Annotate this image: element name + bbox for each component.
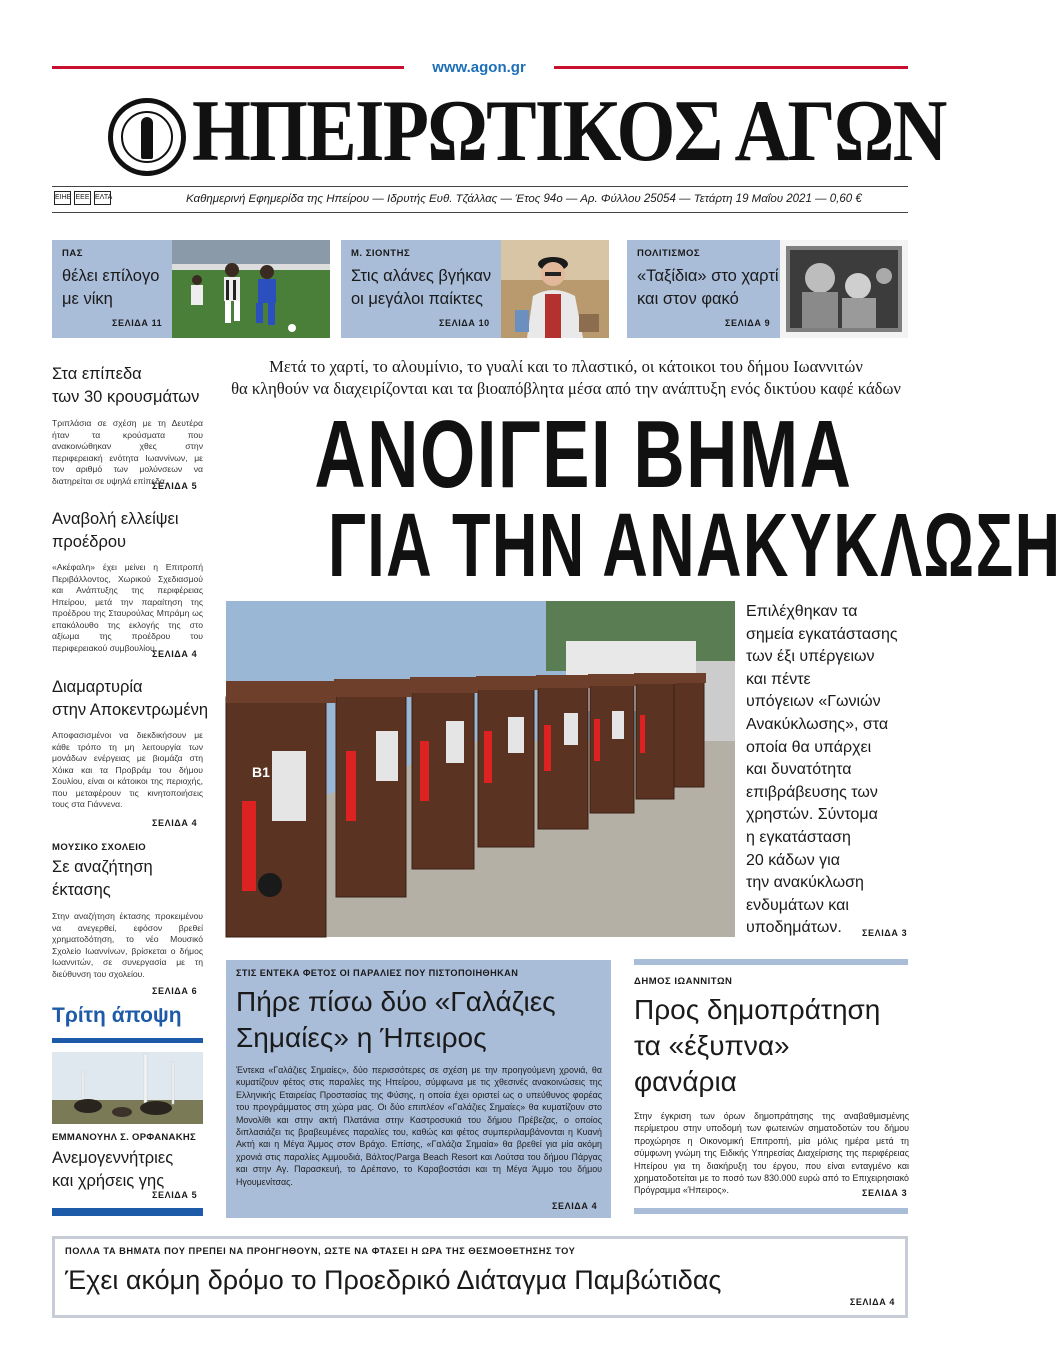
lights-kicker: ΔΗΜΟΣ ΙΩΑΝΝΙΤΩΝ	[634, 976, 733, 987]
pamvotis-story[interactable]	[52, 1236, 908, 1318]
lights-story-bar-top	[634, 959, 908, 965]
teaser-page: ΣΕΛΙΔΑ 11	[112, 318, 163, 328]
main-story-deck: Μετά το χαρτί, το αλουμίνιο, το γυαλί και το πλαστικό, οι κάτοικοι του δήμου Ιωαννιτών θα κληθούν να διαχειρίζονται και τα βιοαπόβλητα μέσα από την ανάπτυξη ενός δικτύου καφέ κάδων	[231, 357, 901, 398]
teaser-kicker: Μ. ΣΙΟΝΤΗΣ	[351, 248, 411, 259]
opinion-page: ΣΕΛΙΔΑ 5	[152, 1190, 198, 1200]
brief-protest-title[interactable]: Διαμαρτυρία στην Αποκεντρωμένη	[52, 678, 209, 719]
brief-covid-title[interactable]: Στα επίπεδα των 30 κρουσμάτων	[52, 365, 200, 406]
masthead-title: ΗΠΕΙΡΩΤΙΚΟΣ ΑΓΩΝ	[192, 83, 946, 180]
masthead-seal-logo	[108, 98, 186, 176]
blue-flags-kicker: ΣΤΙΣ ΕΝΤΕΚΑ ΦΕΤΟΣ ΟΙ ΠΑΡΑΛΙΕΣ ΠΟΥ ΠΙΣΤΟΠΟΙΗΘΗΚΑΝ	[236, 968, 519, 978]
bin-label: B1	[252, 764, 270, 780]
lights-page: ΣΕΛΙΔΑ 3	[862, 1188, 908, 1198]
opinion-bar-bottom	[52, 1208, 203, 1216]
elta-postal-icon: ΕΛΤΑ	[94, 191, 111, 205]
brief-school-title[interactable]: Σε αναζήτηση έκτασης	[52, 858, 153, 899]
lights-story-bar-bottom	[634, 1208, 908, 1214]
teaser-title: «Ταξίδια» στο χαρτί και στον φακό	[637, 267, 779, 308]
lights-body: Στην έγκριση των όρων δημοπράτησης της αναβαθμισμένης περίμετρου στην υποδομή των φωτεινών σηματοδοτών του δήμου προχώρησε η Οικονομική Επιτροπή, μία μόλις ημέρα μετά τη σύμφωνη γνώμη της Ειδικής Υπηρεσίας Διαχείρισης της περιφέρειας Ηπείρου για τη διακήρυξη του έργου, που είναι ενταγμένο και χρηματοδοτείται με το ποσό των 830.000 ευρώ από το Επιχειρησιακό Πρόγραμμα «Ήπειρος».	[634, 1111, 909, 1196]
brief-postponement-page: ΣΕΛΙΔΑ 4	[152, 649, 198, 659]
teaser-kicker: ΠΟΛΙΤΙΣΜΟΣ	[637, 248, 701, 259]
teaser-kicker: ΠΑΣ	[62, 248, 83, 259]
wind-turbines-photo	[52, 1052, 203, 1124]
brief-postponement-body: «Ακέφαλη» έχει μείνει η Επιτροπή Περιβάλλοντος, Χωρικού Σχεδιασμού και Ανάπτυξης της περιφέρειας Ηπείρου, μετά την παραίτηση της προέδρου της Σταυρούλας Μπράμη ως επακόλουθο της εκλογής της στο αξίωμα της προέδρου του περιφερειακού συμβουλίου.	[52, 562, 203, 653]
header-rule-bottom	[52, 212, 908, 213]
brief-school-body: Στην αναζήτηση έκτασης προκειμένου να ανεγερθεί, εφόσον βρεθεί χρηματοδότηση, το νέο Μουσικό Σχολείο Ιωαννίνων, βρίσκεται ο δήμος Ιωαννιτών, σε συνεργασία με τη διεύθυνση του σχολείου.	[52, 911, 203, 979]
pamvotis-title[interactable]: Έχει ακόμη δρόμο το Προεδρικό Διάταγμα Παμβώτιδας	[65, 1265, 722, 1295]
main-story-sidetext: Επιλέχθηκαν τα σημεία εγκατάστασης των έξι υπέργειων και πέντε υπόγειων «Γωνιών Ανακύκλωσης», στα οποία θα υπάρχει και δυνατότητα επιβράβευσης των χρηστών. Σύντομα η εγκατάσταση 20 κάδων για την ανακύκλωση ενδυμάτων και υποδημάτων.	[746, 603, 898, 937]
football-photo	[172, 240, 330, 338]
opinion-author: ΕΜΜΑΝΟΥΗΛ Σ. ΟΡΦΑΝΑΚΗΣ	[52, 1132, 197, 1143]
opinion-section-title: Τρίτη άποψη	[52, 1004, 182, 1027]
brief-protest-page: ΣΕΛΙΔΑ 4	[152, 818, 198, 828]
blue-flags-title[interactable]: Πήρε πίσω δύο «Γαλάζιες Σημαίες» η Ήπειρος	[236, 986, 556, 1053]
blue-flags-page: ΣΕΛΙΔΑ 4	[552, 1201, 598, 1211]
man-with-cap-photo	[501, 240, 609, 338]
association-icon: ΕΙΗΕ	[54, 191, 71, 205]
brief-school-kicker: ΜΟΥΣΙΚΟ ΣΧΟΛΕΙΟ	[52, 842, 147, 853]
main-headline-line2[interactable]: ΓΙΑ ΤΗΝ ΑΝΑΚΥΚΛΩΣΗ	[328, 496, 1062, 596]
teaser-siontis[interactable]	[341, 240, 609, 338]
opinion-headline[interactable]: Ανεμογεννήτριες και χρήσεις γης	[52, 1149, 174, 1190]
publisher-icons	[54, 191, 114, 207]
brief-protest-body: Αποφασισμένοι να διεκδικήσουν με κάθε τρόπο τη μη λειτουργία των μονάδων ενέργειας με βιομάζα στη Χόικα και τα Προβράμ του δήμου Σουλίου, είναι οι κάτοικοι της περιοχής, που μεταφέρουν τις κινητοποιήσεις τους στα Γιάννενα.	[52, 730, 203, 809]
brief-covid-body: Τριπλάσια σε σχέση με τη Δευτέρα ήταν τα κρούσματα που ανακοινώθηκαν χθες στην περιφερειακή ενότητα Ιωαννίνων, με τον αριθμό των μολύνσεων να διατηρείται σε υψηλά επίπεδα.	[52, 418, 203, 486]
brief-covid-page: ΣΕΛΙΔΑ 5	[152, 481, 198, 491]
women-at-window-photo	[780, 240, 908, 338]
teaser-pas[interactable]	[52, 240, 330, 338]
brief-postponement-title[interactable]: Αναβολή ελλείψει προέδρου	[52, 510, 179, 551]
teaser-page: ΣΕΛΙΔΑ 9	[725, 318, 771, 328]
brief-school-page: ΣΕΛΙΔΑ 6	[152, 986, 198, 996]
main-story-page: ΣΕΛΙΔΑ 3	[862, 928, 908, 938]
union-icon: ΕΕΕ	[74, 191, 91, 205]
header-rule-top	[52, 186, 908, 187]
brown-bins-photo	[226, 601, 735, 937]
teaser-title: Στις αλάνες βγήκαν οι μεγάλοι παίκτες	[351, 267, 492, 308]
lights-title[interactable]: Προς δημοπράτηση τα «έξυπνα» φανάρια	[634, 994, 881, 1097]
teaser-page: ΣΕΛΙΔΑ 10	[439, 318, 490, 328]
teaser-culture[interactable]	[627, 240, 908, 338]
site-url[interactable]: www.agon.gr	[404, 59, 554, 77]
blue-flags-story[interactable]	[226, 960, 611, 1218]
publication-info-line: Καθημερινή Εφημερίδα της Ηπείρου — Ιδρυτής Ευθ. Τζάλλας — Έτος 94ο — Αρ. Φύλλου 25054 — Τετάρτη 19 Μαΐου 2021 — 0,60 €	[186, 193, 862, 205]
pamvotis-page: ΣΕΛΙΔΑ 4	[849, 1297, 895, 1307]
teaser-title: θέλει επίλογο με νίκη	[62, 267, 160, 308]
pamvotis-kicker: ΠΟΛΛΑ ΤΑ ΒΗΜΑΤΑ ΠΟΥ ΠΡΕΠΕΙ ΝΑ ΠΡΟΗΓΗΘΟΥΝ, ΩΣΤΕ ΝΑ ΦΤΑΣΕΙ Η ΩΡΑ ΤΗΣ ΘΕΣΜΟΘΕΤΗΣΗΣ ΤΟΥ	[65, 1246, 576, 1256]
main-headline-line1[interactable]: ΑΝΟΙΓΕΙ ΒΗΜΑ	[314, 401, 853, 508]
opinion-bar-top	[52, 1038, 203, 1043]
blue-flags-body: Έντεκα «Γαλάζιες Σημαίες», δύο περισσότερες σε σχέση με την προηγούμενη χρονιά, θα κυματίζουν φέτος στις παραλίες της Ηπείρου, σύμφωνα με τις χθεσινές ανακοινώσεις της Ελληνικής Εταιρείας Προστασίας της Φύσης, η οποία έχει οριστεί ως ο υπεύθυνος φορέας του προγράμματος στη χώρα μας. Οι δύο επιπλέον «Γαλάζιες Σημαίες» θα κυματίζουν στο Μονολίθι και στην ακτή Πλατάνια στην Καστροσυκιά του δήμου Πρέβεζας, ο οποίος διπλασιάζει τις βραβευμένες παραλίες του, καθώς και φέτος συμπεριλαμβάνονται η Κυανή Ακτή και η Μέγα Άμμος στον Βράχο. Επίσης, «Γαλάζια Σημαία» θα βρεθεί για μία ακόμη χρονιά στις παραλίες Αμμουδιά, Βάλτος/Parga Beach Resort και Λούτσα του δήμου Πάργας και στην Αγ. Παρασκευή, το Δρέπανο, το Καραβοστάσι και τη Μέγα Άμμο του δήμου Ηγουμενίτσας.	[236, 1065, 602, 1187]
